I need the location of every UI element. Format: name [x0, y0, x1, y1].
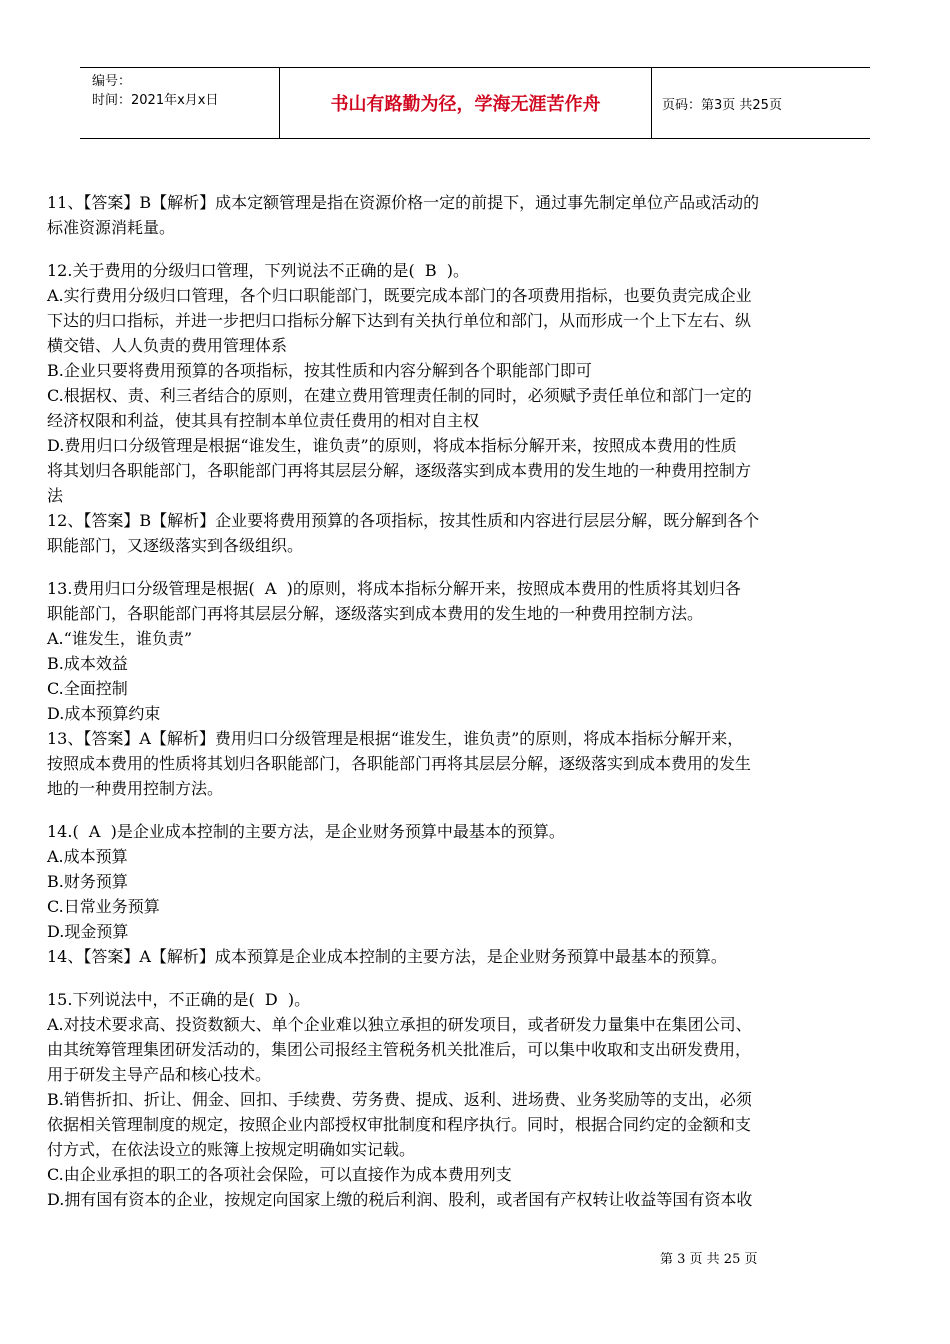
header-motto: 书山有路勤为径，学海无涯苦作舟 [280, 68, 652, 138]
text-line: D.现金预算 [47, 922, 129, 941]
text-line: B.销售折扣、折让、佣金、回扣、手续费、劳务费、提成、返利、进场费、业务奖励等的支出，必须 [47, 1090, 752, 1109]
text-line: B.成本效益 [47, 654, 128, 673]
paragraph-gap [47, 969, 907, 987]
text-line: 12.关于费用的分级归口管理，下列说法不正确的是( B )。 [47, 261, 470, 280]
text-line: 付方式，在依法设立的账簿上按规定明确如实记载。 [47, 1140, 416, 1159]
text-line: 依据相关管理制度的规定，按照企业内部授权审批制度和程序执行。同时，根据合同约定的金额和支 [47, 1115, 752, 1134]
text-line: 职能部门，各职能部门再将其层层分解，逐级落实到成本费用的发生地的一种费用控制方法。 [47, 604, 704, 623]
text-line: B.企业只要将费用预算的各项指标，按其性质和内容分解到各个职能部门即可 [47, 361, 592, 380]
text-line: 14.( A )是企业成本控制的主要方法，是企业财务预算中最基本的预算。 [47, 822, 565, 841]
text-line: 将其划归各职能部门，各职能部门再将其层层分解，逐级落实到成本费用的发生地的一种费用控制方 [47, 461, 752, 480]
text-line: A.成本预算 [47, 847, 128, 866]
text-line: 14、【答案】A【解析】成本预算是企业成本控制的主要方法，是企业财务预算中最基本的预算。 [47, 947, 727, 966]
text-line: C.由企业承担的职工的各项社会保险，可以直接作为成本费用列支 [47, 1165, 512, 1184]
text-line: 用于研发主导产品和核心技术。 [47, 1065, 272, 1084]
paragraph-gap [47, 240, 907, 258]
text-line: A.“谁发生，谁负责” [47, 629, 193, 648]
header-meta [80, 68, 280, 138]
text-line: B.财务预算 [47, 872, 128, 891]
text-line: 法 [47, 486, 64, 505]
text-line: C.全面控制 [47, 679, 128, 698]
text-line: 地的一种费用控制方法。 [47, 779, 224, 798]
text-line: 职能部门，又逐级落实到各级组织。 [47, 536, 304, 555]
text-line: 12、【答案】B【解析】企业要将费用预算的各项指标，按其性质和内容进行层层分解，既分解到各个 [47, 511, 760, 530]
text-line: 11、【答案】B【解析】成本定额管理是指在资源价格一定的前提下，通过事先制定单位产品或活动的 [47, 193, 760, 212]
text-line: D.成本预算约束 [47, 704, 161, 723]
page-footer: 第 3 页 共 25 页 [660, 1252, 758, 1267]
text-line: 下达的归口指标，并进一步把归口指标分解下达到有关执行单位和部门，从而形成一个上下左右、纵 [47, 311, 752, 330]
text-line: C.日常业务预算 [47, 897, 160, 916]
document-date: 时间：2021年x月x日 [92, 93, 219, 108]
paragraph-gap [47, 558, 907, 576]
header-page-info: 页码：第3页 共25页 [662, 97, 782, 113]
document-number-label: 编号： [92, 74, 132, 89]
text-line: 13、【答案】A【解析】费用归口分级管理是根据“谁发生，谁负责”的原则，将成本指标分解开来， [47, 729, 744, 748]
text-line: C.根据权、责、利三者结合的原则，在建立费用管理责任制的同时，必须赋予责任单位和部门一定的 [47, 386, 752, 405]
text-line: A.实行费用分级归口管理，各个归口职能部门，既要完成本部门的各项费用指标，也要负责完成企业 [47, 286, 752, 305]
text-line: 13.费用归口分级管理是根据( A )的原则，将成本指标分解开来，按照成本费用的性质将其划归各 [47, 579, 741, 598]
text-line: 经济权限和利益，使其具有控制本单位责任费用的相对自主权 [47, 411, 480, 430]
text-line: 15.下列说法中，不正确的是( D )。 [47, 990, 311, 1009]
text-line: D.费用归口分级管理是根据“谁发生，谁负责”的原则，将成本指标分解开来，按照成本费用的性质 [47, 436, 737, 455]
text-line: 由其统筹管理集团研发活动的，集团公司报经主管税务机关批准后，可以集中收取和支出研发费用， [47, 1040, 752, 1059]
page-header [80, 67, 870, 139]
text-line: 标准资源消耗量。 [47, 218, 176, 237]
text-line: 横交错、人人负责的费用管理体系 [47, 336, 288, 355]
text-line: 按照成本费用的性质将其划归各职能部门，各职能部门再将其层层分解，逐级落实到成本费用的发生 [47, 754, 752, 773]
document-body [47, 190, 907, 1212]
paragraph-gap [47, 801, 907, 819]
text-line: A.对技术要求高、投资数额大、单个企业难以独立承担的研发项目，或者研发力量集中在集团公司、 [47, 1015, 752, 1034]
text-line: D.拥有国有资本的企业，按规定向国家上缴的税后利润、股利，或者国有产权转让收益等国有资本收 [47, 1190, 753, 1209]
